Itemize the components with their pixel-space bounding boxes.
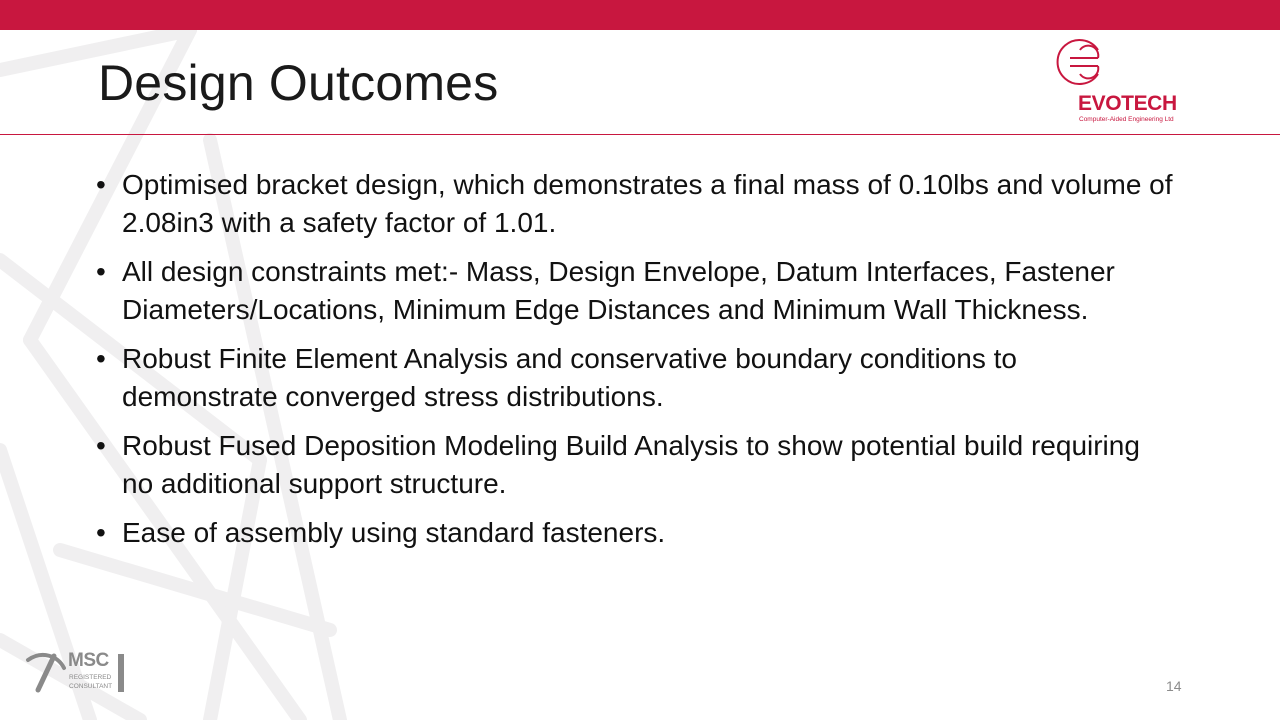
bullet-item [96,514,1176,552]
bullet-item [96,340,1176,416]
bullet-item [96,166,1176,242]
logo-tagline: Computer-Aided Engineering Ltd [1079,116,1174,123]
msc-registered-consultant-badge [24,646,128,696]
msc-swoosh-icon [24,646,70,696]
slide-title: Design Outcomes [98,55,499,111]
msc-name: MSC [68,650,109,671]
bullet-text: Optimised bracket design, which demonstrates a final mass of 0.10lbs and volume of 2.08in3 with a safety factor of 1.01. [122,169,1173,238]
logo-wordmark: EVOTECH [1078,92,1177,115]
page-number: 14 [1166,678,1182,694]
bullet-symbol: • [96,517,106,548]
msc-line-consultant: CONSULTANT [69,683,113,690]
msc-vertical-bar [118,654,124,692]
bullet-item [96,427,1176,503]
bullet-text: All design constraints met:- Mass, Design Envelope, Datum Interfaces, Fastener Diameters/Locations, Minimum Edge Distances and Minimum Wall Thickness. [122,256,1115,325]
evotech-logo [1050,36,1190,128]
evotech-e-logo-icon [1054,36,1106,88]
bullet-symbol: • [96,169,106,200]
msc-line-registered: REGISTERED [69,674,112,681]
bullet-symbol: • [96,343,106,374]
bullet-text: Ease of assembly using standard fasteners. [122,517,666,548]
bullet-symbol: • [96,430,106,461]
bullet-symbol: • [96,256,106,287]
top-accent-bar [0,0,1280,30]
bullet-item [96,253,1176,329]
bullet-text: Robust Fused Deposition Modeling Build Analysis to show potential build requiring no additional support structure. [122,430,1140,499]
bullet-list [96,166,1176,563]
title-divider [0,134,1280,135]
bullet-text: Robust Finite Element Analysis and conservative boundary conditions to demonstrate converged stress distributions. [122,343,1017,412]
